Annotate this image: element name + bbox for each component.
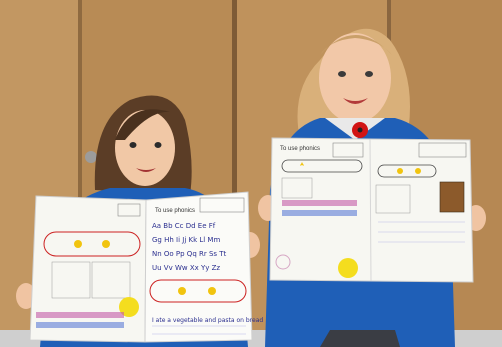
left-booklet <box>30 192 263 342</box>
alphabet-line-4: Uu Vv Ww Xx Yy Zz <box>152 264 221 272</box>
grey-skirt <box>320 330 400 347</box>
yellow-reward-sticker <box>338 258 358 278</box>
star-icon <box>208 287 216 295</box>
star-icon <box>415 168 421 174</box>
handwritten-sentence: I ate a vegetable and pasta on bread <box>152 317 264 324</box>
right-eye <box>155 142 162 148</box>
face <box>319 33 391 123</box>
star-icon <box>397 168 403 174</box>
star-icon <box>102 240 110 248</box>
booklet-header: To use phonics <box>280 146 321 152</box>
right-eye <box>365 71 373 77</box>
star-icon <box>74 240 82 248</box>
left-eye <box>338 71 346 77</box>
poppy-center <box>358 128 363 133</box>
colored-word-row <box>36 322 124 328</box>
star-icon <box>178 287 186 295</box>
picture-sticker <box>440 182 464 212</box>
right-booklet <box>270 138 473 282</box>
colored-word-row <box>282 200 357 206</box>
alphabet-line-2: Gg Hh Ii Jj Kk Ll Mm <box>152 236 221 244</box>
booklet-left-page <box>30 196 146 342</box>
alphabet-line-3: Nn Oo Pp Qq Rr Ss Tt <box>152 250 227 258</box>
left-eye <box>130 142 137 148</box>
alphabet-line-1: Aa Bb Cc Dd Ee Ff <box>152 222 216 230</box>
wall-knob <box>85 151 97 163</box>
colored-word-row <box>36 312 124 318</box>
colored-word-row <box>282 210 357 216</box>
face <box>115 110 175 186</box>
booklet-header: To use phonics <box>155 208 196 214</box>
